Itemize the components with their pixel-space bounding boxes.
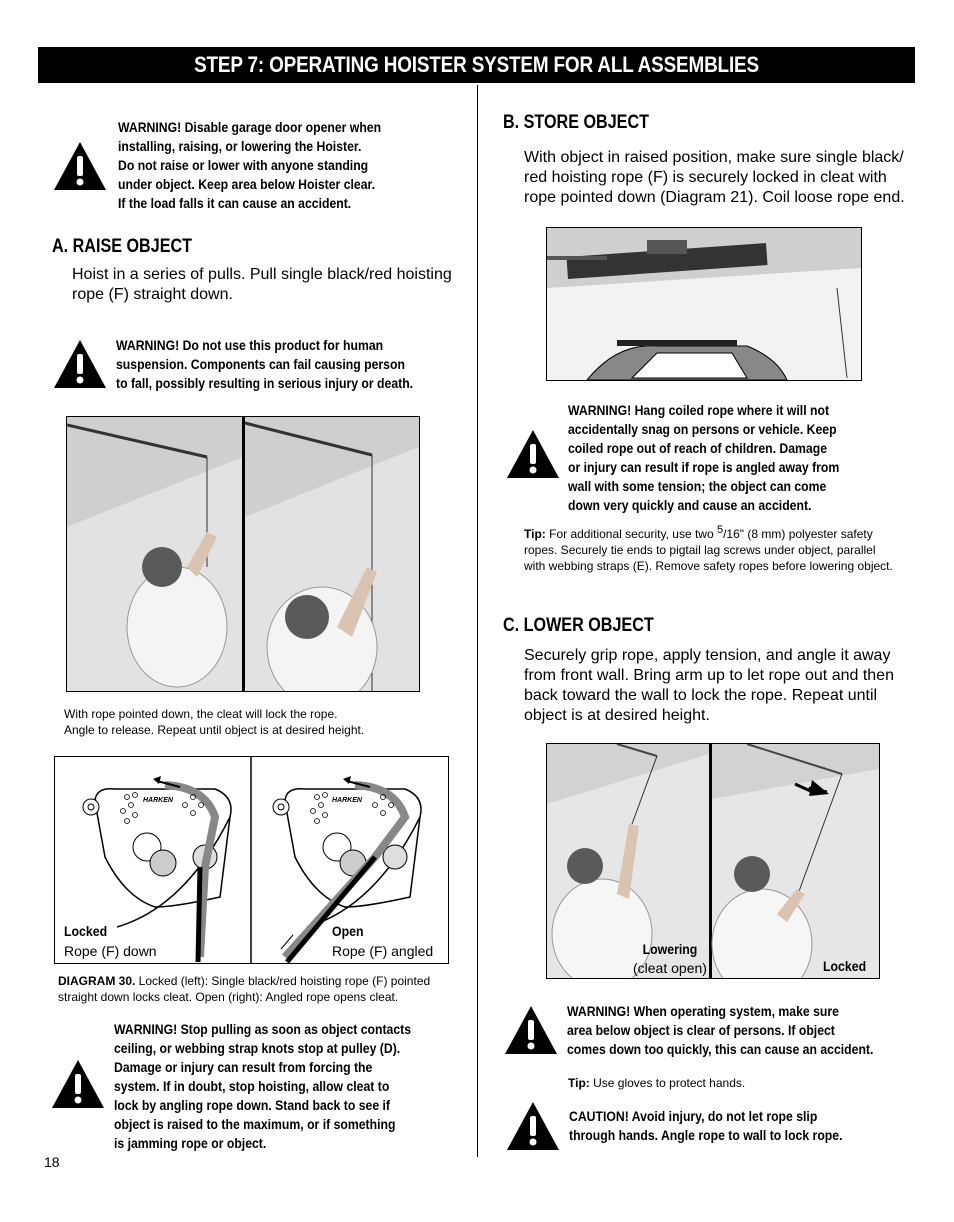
warning-icon xyxy=(503,1004,559,1056)
page-number: 18 xyxy=(44,1154,60,1170)
heading-store-object: B. STORE OBJECT xyxy=(503,112,649,133)
store-instructions: With object in raised position, make sure single black/ red hoisting rope (F) is securely locked in cleat with rope pointed down (Diagram 21). Coil loose rope end. xyxy=(524,149,905,206)
raise-instructions: Hoist in a series of pulls. Pull single black/red hoisting rope (F) straight down. xyxy=(72,266,452,303)
raise-object-photo xyxy=(66,416,420,692)
diagram-30-caption: DIAGRAM 30. Locked (left): Single black/red hoisting rope (F) pointed straight down locks cleat. Open (right): Angled rope opens cleat. xyxy=(58,974,431,1004)
locked-label: Locked Rope (F) down xyxy=(64,923,157,959)
column-divider xyxy=(477,85,478,1157)
warning-garage-door: WARNING! Disable garage door opener when installing, raising, or lowering the Hoister. Do not raise or lower with anyone standing under object. Keep area below Hoister clear. If the load falls it can cause an accident. xyxy=(118,120,382,211)
locked-photo-label: Locked xyxy=(823,958,867,974)
raise-photo-caption: With rope pointed down, the cleat will lock the rope. Angle to release. Repeat until object is at desired height. xyxy=(64,707,365,737)
stored-object-photo xyxy=(546,227,862,381)
tip-safety-ropes: Tip: For additional security, use two $^5$/16" (8 mm) polyester safety ropes. Securely tie ends to pigtail lag screws under object, parallel with webbing straps (E). Remove safety ropes before lowering object. xyxy=(524,524,893,573)
caution-rope-slip: CAUTION! Avoid injury, do not let rope slip through hands. Angle rope to wall to lock rope. xyxy=(569,1109,843,1143)
warning-area-clear: WARNING! When operating system, make sure area below object is clear of persons. If object comes down too quickly, this can cause an accident. xyxy=(567,1004,874,1057)
warning-icon xyxy=(505,428,561,480)
cleat-diagram xyxy=(54,756,449,964)
lower-instructions: Securely grip rope, apply tension, and angle it away from front wall. Bring arm up to let rope out and then back toward the wall to lock the rope. Repeat until object is at desired height. xyxy=(524,647,894,724)
tip-gloves: Tip: Use gloves to protect hands. xyxy=(568,1076,746,1090)
lower-object-photo xyxy=(546,743,880,979)
lowering-label: Lowering (cleat open) xyxy=(633,941,707,976)
caution-icon xyxy=(505,1100,561,1152)
warning-stop-pulling: WARNING! Stop pulling as soon as object contacts ceiling, or webbing strap knots stop at pulley (D). Damage or injury can result from forcing the system. If in doubt, stop hoisting, allow cleat to lock by angling rope down. Stand back to see if object is raised to the maximum, or if something is jamming rope or object. xyxy=(114,1022,412,1151)
brand-logo-left: HARKEN xyxy=(143,797,173,804)
page-title: STEP 7: OPERATING HOISTER SYSTEM FOR ALL ASSEMBLIES xyxy=(194,52,759,77)
brand-logo-right: HARKEN xyxy=(332,797,362,804)
open-label: Open Rope (F) angled xyxy=(332,923,434,959)
warning-icon xyxy=(52,140,108,192)
warning-coiled-rope: WARNING! Hang coiled rope where it will not accidentally snag on persons or vehicle. Keep coiled rope out of reach of children. Damage or injury can result if rope is angled away from wall with some tension; the object can come down very quickly and cause an accident. xyxy=(568,403,840,513)
warning-icon xyxy=(50,1058,106,1110)
heading-lower-object: C. LOWER OBJECT xyxy=(503,615,654,636)
heading-raise-object: A. RAISE OBJECT xyxy=(52,236,192,257)
warning-icon xyxy=(52,338,108,390)
warning-human-suspension: WARNING! Do not use this product for human suspension. Components can fail causing person to fall, possibly resulting in serious injury or death. xyxy=(116,338,414,391)
